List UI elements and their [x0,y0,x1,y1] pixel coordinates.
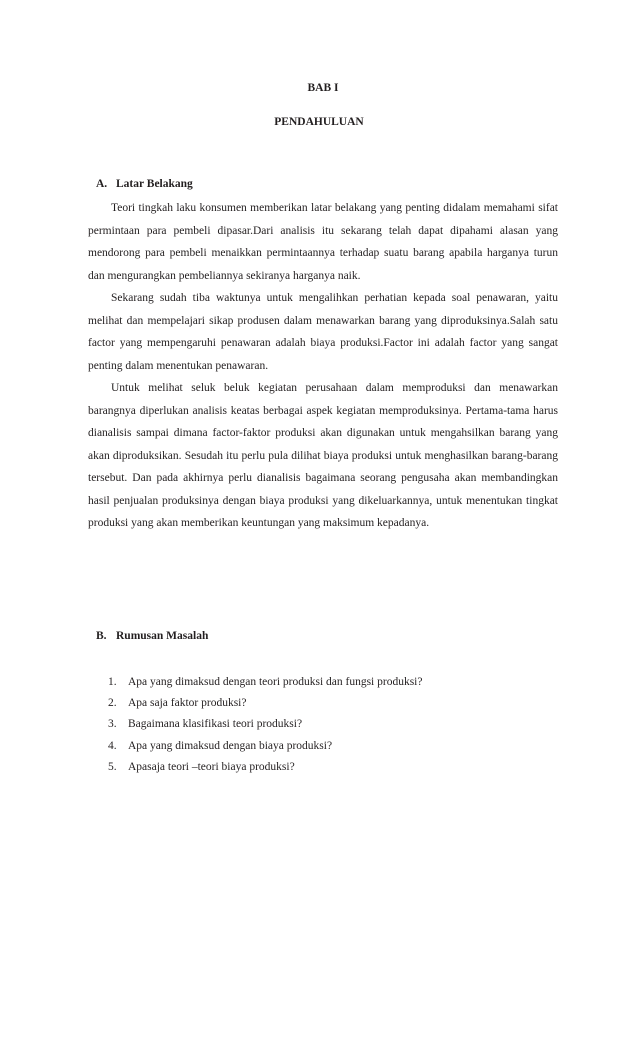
section-a-title: Latar Belakang [116,178,193,190]
section-b-heading [96,630,208,642]
list-item [108,693,422,714]
list-item-number: 5. [108,760,117,773]
section-b-letter: B. [96,630,107,642]
list-item-number: 4. [108,739,117,752]
list-item [108,736,422,757]
section-a-letter: A. [96,178,108,190]
paragraph-3: Untuk melihat seluk beluk kegiatan perusahaan dalam memproduksi dan menawarkan barangnya diperlukan analisis keatas berbagai aspek kegiatan memproduksinya. Pertama-tama harus dianalisis sampai dimana factor-faktor produksi akan digunakan untuk mengahsilkan barang yang akan diproduksikan. Sesudah itu perlu pula dilihat biaya produksi untuk menghasilkan barang-barang tersebut. Dan pada akhirnya perlu dianalisis bagaimana seorang pengusaha akan membandingkan hasil penjualan produksinya dengan biaya produksi yang dikeluarkannya, untuk menentukan tingkat produksi yang akan memberikan keuntungan yang maksimum kepadanya. [88,382,558,529]
section-a-body [88,197,558,535]
problem-list [108,672,422,778]
list-item-text: Apa saja faktor produksi? [128,697,247,710]
section-a-heading [96,178,193,190]
list-item-number: 1. [108,676,117,688]
list-item-text: Apasaja teori –teori biaya produksi? [128,760,295,773]
paragraph-2: Sekarang sudah tiba waktunya untuk mengalihkan perhatian kepada soal penawaran, yaitu melihat dan mempelajari sikap produsen dalam menawarkan barang yang diproduksinya.Salah satu factor yang mempengaruhi penawaran adalah biaya produksi.Factor ini adalah factor yang sangat penting dalam menentukan penawaran. [88,292,558,372]
list-item [108,672,422,693]
chapter-number: BAB I [307,82,339,94]
list-item-text: Apa yang dimaksud dengan biaya produksi? [128,739,333,752]
list-item-number: 3. [108,718,117,731]
section-b-title: Rumusan Masalah [116,630,209,642]
list-item [108,757,422,778]
chapter-title: PENDAHULUAN [274,116,364,128]
list-item [108,714,422,735]
list-item-number: 2. [108,697,117,710]
list-item-text: Bagaimana klasifikasi teori produksi? [128,718,303,731]
list-item-text: Apa yang dimaksud dengan teori produksi dan fungsi produksi? [128,676,423,688]
paragraph-1: Teori tingkah laku konsumen memberikan latar belakang yang penting didalam memahami sifat permintaan para pembeli dipasar.Dari analisis itu sekarang telah dapat dipahami alasan yang mendorong para pembeli menaikkan permintaannya terhadap suatu barang apabila harganya turun dan mengurangkan pembeliannya sekiranya harganya naik. [88,202,558,282]
